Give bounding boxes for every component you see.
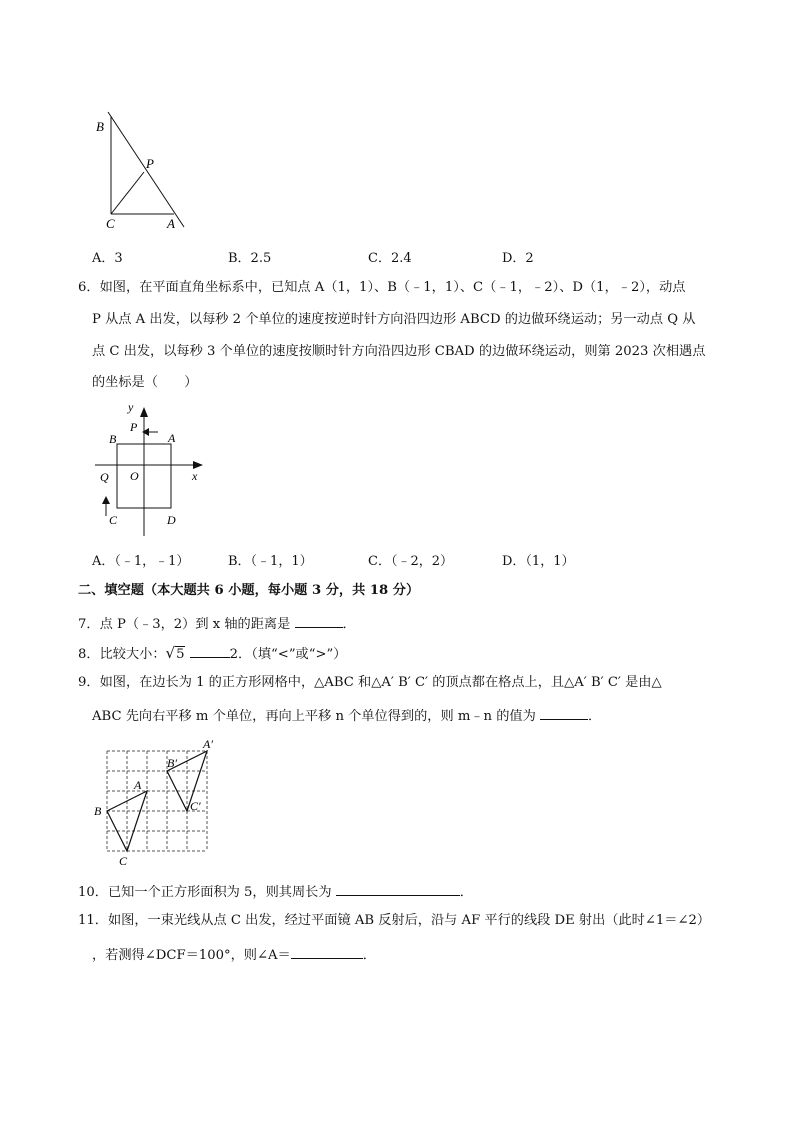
q6-option-c[interactable]: C．（﹣2，2） [368,554,453,569]
q6-line-2: P 从点 A 出发，以每秒 2 个单位的速度按逆时针方向沿四边形 ABCD 的边做环绕运动；另一动点 Q 从 [92,312,696,327]
q11-end: ． [362,948,376,963]
q11-line-2 [92,944,376,965]
sqrt-symbol: √ [165,644,176,662]
q6-line-4: 的坐标是（ ） [92,375,198,390]
q5-option-d[interactable]: D．2 [502,251,534,266]
q9-line-2 [92,705,601,726]
q5-triangle-figure [90,106,200,231]
q9-line-2-text: ABC 先向右平移 m 个单位，再向上平移 n 个单位得到的，则 m﹣n 的值为 [92,709,536,724]
q8-answer-blank[interactable] [190,643,230,658]
label-p: P [146,156,154,171]
q6-line-1: 6．如图，在平面直角坐标系中，已知点 A（1，1）、B（﹣1，1）、C（﹣1，﹣2）、D（1，﹣2），动点 [78,280,686,295]
label-x: x [192,469,198,483]
q9-end: ． [587,709,602,724]
label-b: B [96,119,104,134]
label-a: A [134,778,142,792]
label-o: O [130,469,139,483]
q6-option-b[interactable]: B．（﹣1，1） [228,554,313,569]
q11-line-2-text: ，若测得∠DCF＝100°，则∠A＝ [92,948,291,963]
label-y: y [128,400,134,414]
label-a-prime: A′ [203,737,213,751]
q6-coordinate-figure [90,398,215,538]
q8 [78,643,346,664]
q6-line-3: 点 C 出发，以每秒 3 个单位的速度按顺时针方向沿四边形 CBAD 的边做环绕运动，则第 2023 次相遇点 [92,344,706,359]
label-a: A [167,216,175,231]
label-q: Q [100,470,109,484]
label-c: C [109,513,118,527]
q10-end: ． [459,885,473,900]
q10 [78,881,473,902]
q10-text: 10．已知一个正方形面积为 5，则其周长为 [78,885,332,900]
q11-line-1: 11．如图，一束光线从点 C 出发，经过平面镜 AB 反射后，沿与 AF 平行的线段 DE 射出（此时∠1＝∠2） [78,913,711,928]
q5-option-b[interactable]: B．2.5 [228,251,272,266]
label-b: B [94,804,102,818]
label-b-prime: B′ [167,756,177,770]
label-b: B [109,432,117,446]
q8-tail: 2．（填“<”或“>”） [229,647,347,662]
q7-end: ． [342,617,356,632]
q9-line-1: 9．如图，在边长为 1 的正方形网格中，△ABC 和△A′ B′ C′ 的顶点都在格点上，且△A′ B′ C′ 是由△ [78,675,662,690]
q6-option-d[interactable]: D．（1，1） [502,554,575,569]
label-a: A [168,431,176,445]
q9-answer-blank[interactable] [540,705,588,720]
label-p: P [130,420,138,434]
q5-option-a[interactable]: A．3 [92,251,123,266]
q6-option-a[interactable]: A．（﹣1，﹣1） [92,554,190,569]
q7 [78,613,356,634]
label-c: C [119,854,128,868]
q5-option-c[interactable]: C．2.4 [368,251,412,266]
q11-answer-blank[interactable] [291,944,363,959]
section-2-heading: 二、填空题（本大题共 6 小题，每小题 3 分，共 18 分） [78,583,420,598]
q7-answer-blank[interactable] [295,613,343,628]
label-d: D [167,513,176,527]
sqrt-radicand: 5 [176,647,185,662]
q10-answer-blank[interactable] [336,881,460,896]
label-c-prime: C′ [190,799,201,813]
label-c: C [106,216,115,231]
q9-grid-figure [90,735,230,870]
q8-text: 8．比较大小： [78,647,166,662]
q7-text: 7．点 P（﹣3，2）到 x 轴的距离是 [78,617,291,632]
